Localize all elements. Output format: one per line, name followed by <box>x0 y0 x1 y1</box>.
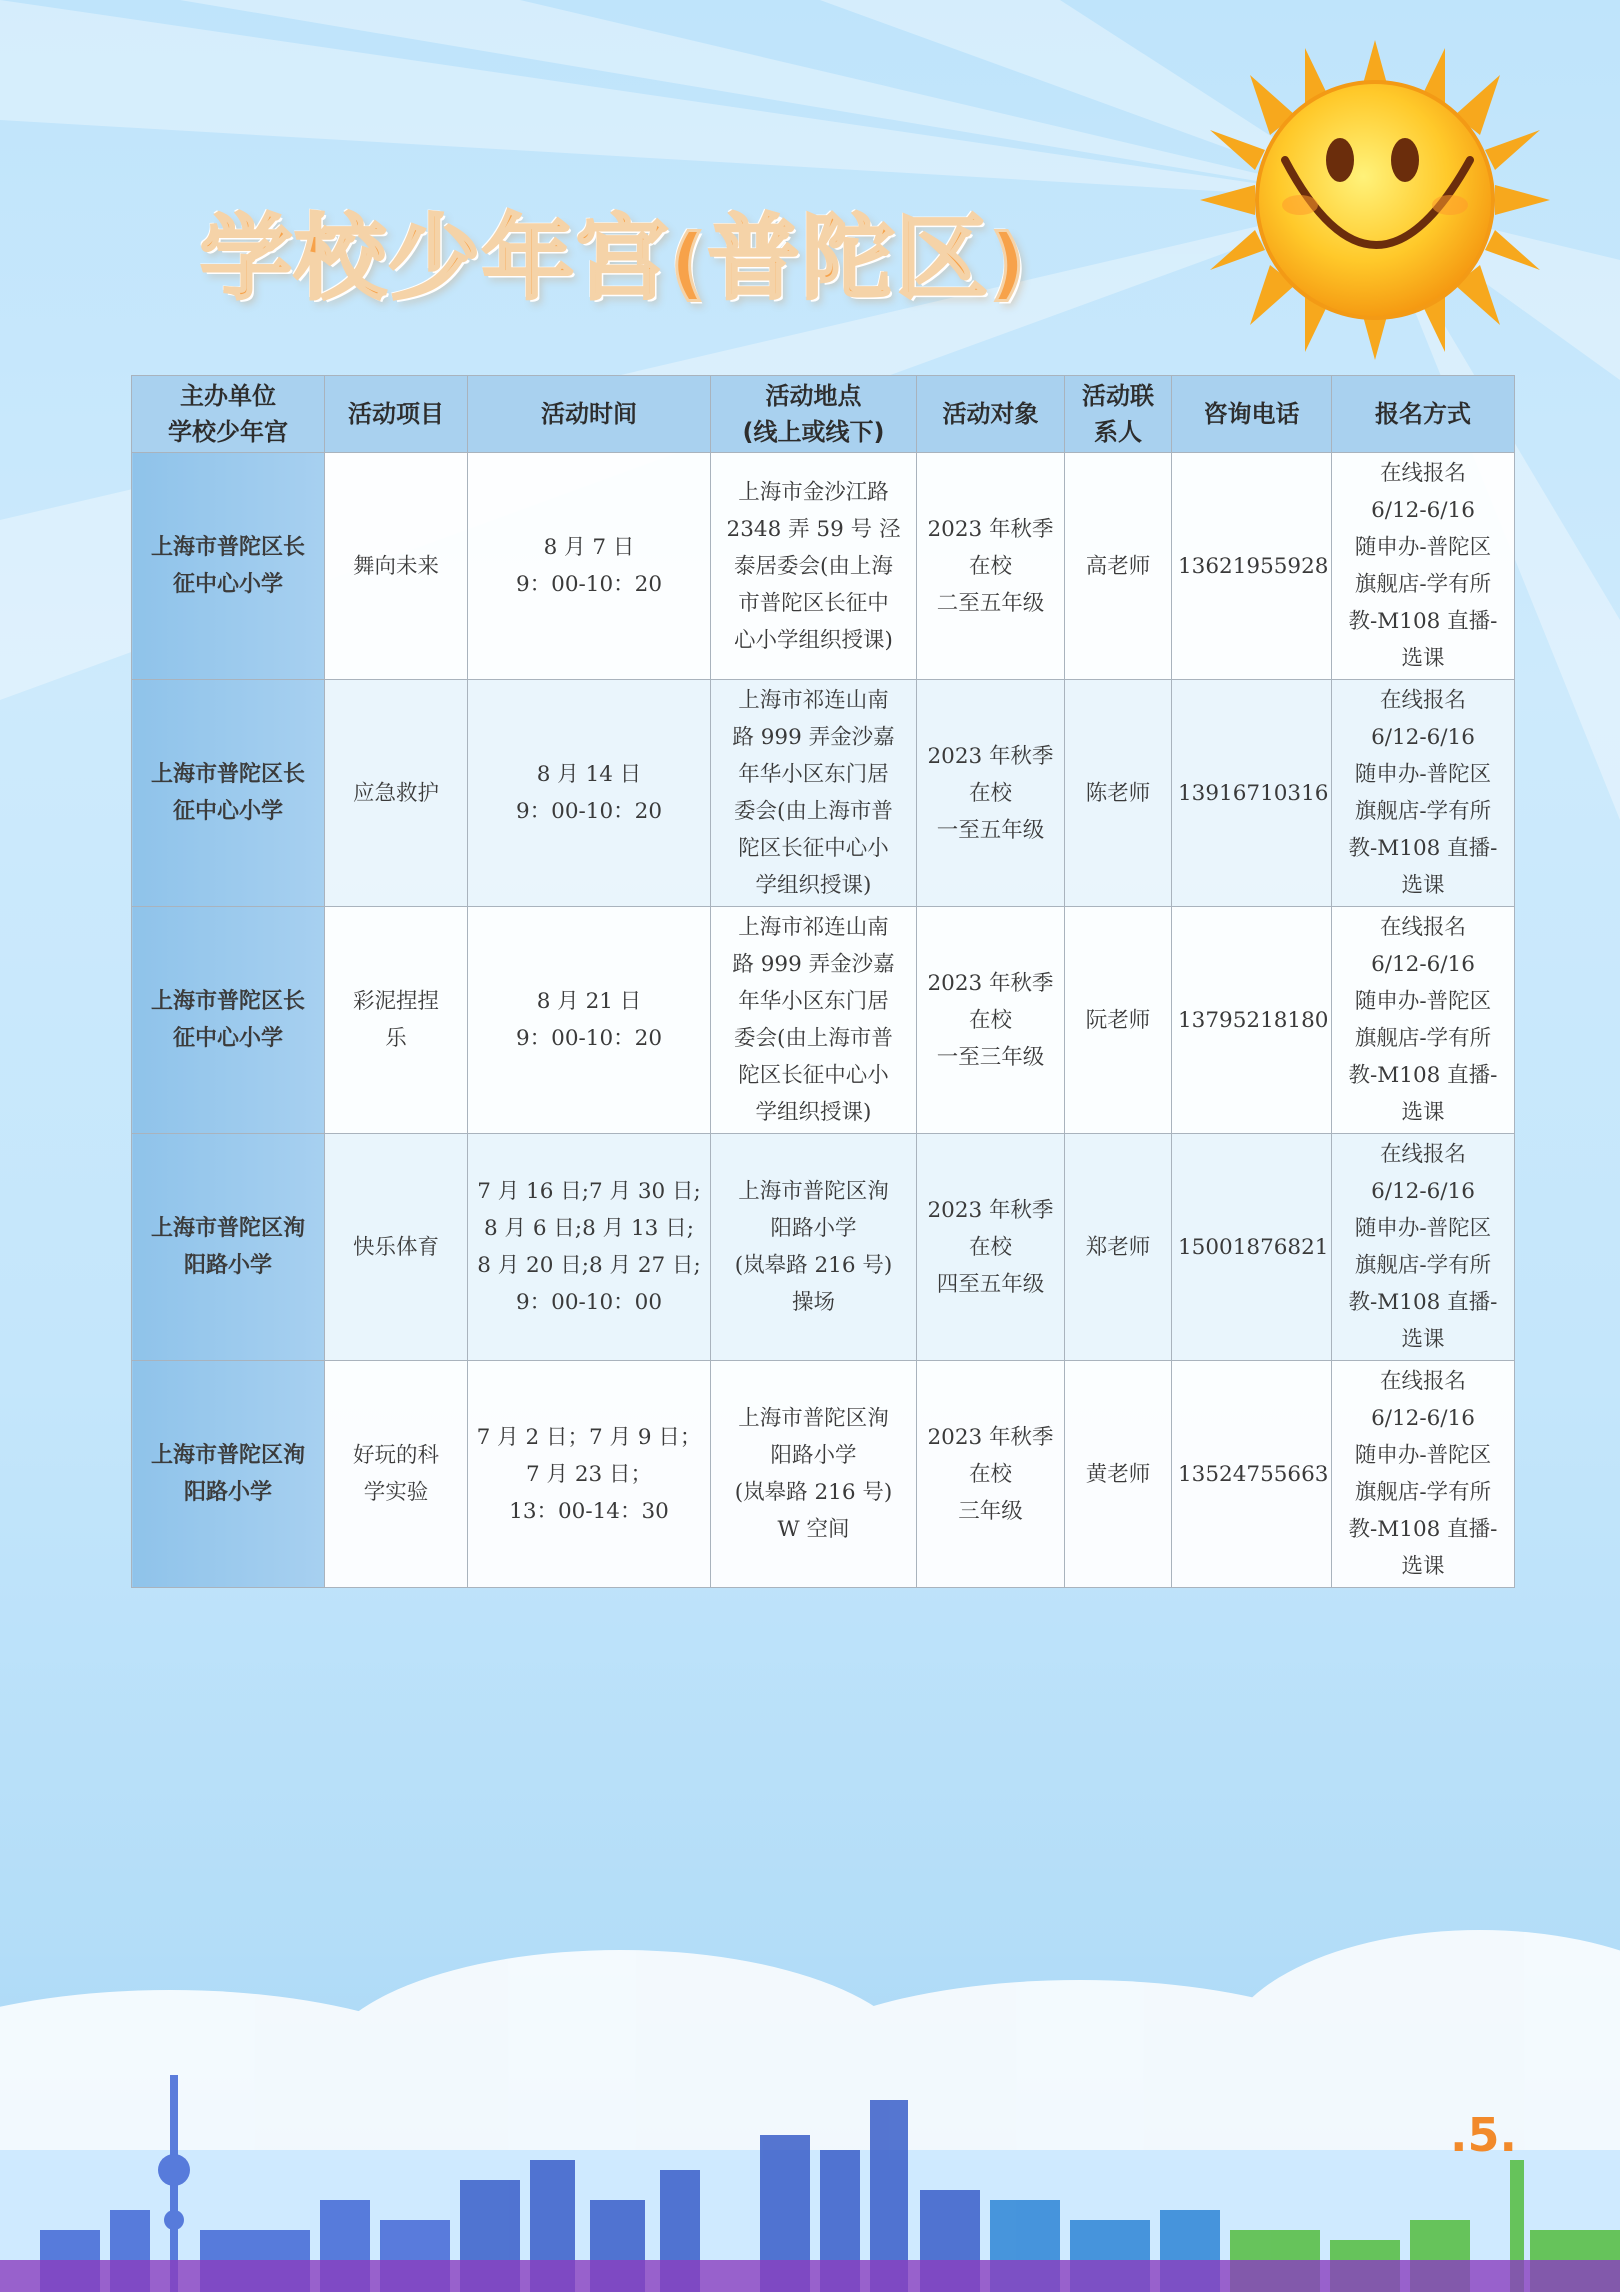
cell-unit: 上海市普陀区洵 阳路小学 <box>132 1361 325 1588</box>
header-signup: 报名方式 <box>1332 376 1515 453</box>
cell-contact: 陈老师 <box>1065 680 1172 907</box>
page-title <box>200 185 1027 317</box>
cell-signup: 在线报名 6/12-6/16 随申办-普陀区 旗舰店-学有所 教-M108 直播- 选课 <box>1332 453 1515 680</box>
title-close-paren: ) <box>989 219 1028 309</box>
cell-phone: 13795218180 <box>1172 907 1332 1134</box>
cell-project: 舞向未来 <box>325 453 468 680</box>
city-skyline-illustration <box>0 1900 1620 2292</box>
cell-phone: 13524755663 <box>1172 1361 1332 1588</box>
cell-location: 上海市普陀区洵 阳路小学 (岚皋路 216 号) 操场 <box>711 1134 917 1361</box>
header-time: 活动时间 <box>468 376 711 453</box>
table-row <box>132 1361 1515 1588</box>
cell-contact: 高老师 <box>1065 453 1172 680</box>
header-phone: 咨询电话 <box>1172 376 1332 453</box>
header-location: 活动地点 (线上或线下) <box>711 376 917 453</box>
cell-project: 好玩的科 学实验 <box>325 1361 468 1588</box>
cell-project: 彩泥捏捏 乐 <box>325 907 468 1134</box>
cell-location: 上海市祁连山南 路 999 弄金沙嘉 年华小区东门居 委会(由上海市普 陀区长征中心小 学组织授课) <box>711 680 917 907</box>
cell-target: 2023 年秋季 在校 四至五年级 <box>917 1134 1065 1361</box>
table-row <box>132 453 1515 680</box>
cell-time: 7 月 16 日;7 月 30 日; 8 月 6 日;8 月 13 日; 8 月 20 日;8 月 27 日; 9：00-10：00 <box>468 1134 711 1361</box>
cell-signup: 在线报名 6/12-6/16 随申办-普陀区 旗舰店-学有所 教-M108 直播- 选课 <box>1332 1361 1515 1588</box>
activity-table <box>131 375 1515 1588</box>
cell-location: 上海市普陀区洵 阳路小学 (岚皋路 216 号) W 空间 <box>711 1361 917 1588</box>
cell-target: 2023 年秋季 在校 一至五年级 <box>917 680 1065 907</box>
table-row <box>132 1134 1515 1361</box>
table-header-row <box>132 376 1515 453</box>
cell-phone: 13621955928 <box>1172 453 1332 680</box>
cell-time: 8 月 7 日 9：00-10：20 <box>468 453 711 680</box>
cell-phone: 15001876821 <box>1172 1134 1332 1361</box>
cell-target: 2023 年秋季 在校 一至三年级 <box>917 907 1065 1134</box>
header-target: 活动对象 <box>917 376 1065 453</box>
header-project: 活动项目 <box>325 376 468 453</box>
cell-unit: 上海市普陀区长 征中心小学 <box>132 453 325 680</box>
cell-unit: 上海市普陀区长 征中心小学 <box>132 680 325 907</box>
cell-location: 上海市金沙江路 2348 弄 59 号 泾 泰居委会(由上海 市普陀区长征中 心小学组织授课) <box>711 453 917 680</box>
cell-time: 8 月 14 日 9：00-10：20 <box>468 680 711 907</box>
cell-target: 2023 年秋季 在校 二至五年级 <box>917 453 1065 680</box>
cell-project: 应急救护 <box>325 680 468 907</box>
cell-signup: 在线报名 6/12-6/16 随申办-普陀区 旗舰店-学有所 教-M108 直播- 选课 <box>1332 907 1515 1134</box>
page-number: .5. <box>1450 2108 1517 2162</box>
header-unit: 主办单位 学校少年宫 <box>132 376 325 453</box>
cell-project: 快乐体育 <box>325 1134 468 1361</box>
title-open-paren: ( <box>670 219 708 309</box>
cell-time: 7 月 2 日；7 月 9 日； 7 月 23 日； 13：00-14：30 <box>468 1361 711 1588</box>
cell-target: 2023 年秋季 在校 三年级 <box>917 1361 1065 1588</box>
cell-contact: 黄老师 <box>1065 1361 1172 1588</box>
cell-unit: 上海市普陀区长 征中心小学 <box>132 907 325 1134</box>
cell-unit: 上海市普陀区洵 阳路小学 <box>132 1134 325 1361</box>
title-district: 普陀区 <box>707 205 990 312</box>
cell-signup: 在线报名 6/12-6/16 随申办-普陀区 旗舰店-学有所 教-M108 直播- 选课 <box>1332 1134 1515 1361</box>
cell-location: 上海市祁连山南 路 999 弄金沙嘉 年华小区东门居 委会(由上海市普 陀区长征中心小 学组织授课) <box>711 907 917 1134</box>
table-row <box>132 680 1515 907</box>
cell-signup: 在线报名 6/12-6/16 随申办-普陀区 旗舰店-学有所 教-M108 直播- 选课 <box>1332 680 1515 907</box>
cell-phone: 13916710316 <box>1172 680 1332 907</box>
smiling-sun-icon <box>1190 40 1560 360</box>
cell-time: 8 月 21 日 9：00-10：20 <box>468 907 711 1134</box>
header-contact: 活动联 系人 <box>1065 376 1172 453</box>
cell-contact: 阮老师 <box>1065 907 1172 1134</box>
title-main: 学校少年宫 <box>200 205 671 312</box>
table-row <box>132 907 1515 1134</box>
cell-contact: 郑老师 <box>1065 1134 1172 1361</box>
